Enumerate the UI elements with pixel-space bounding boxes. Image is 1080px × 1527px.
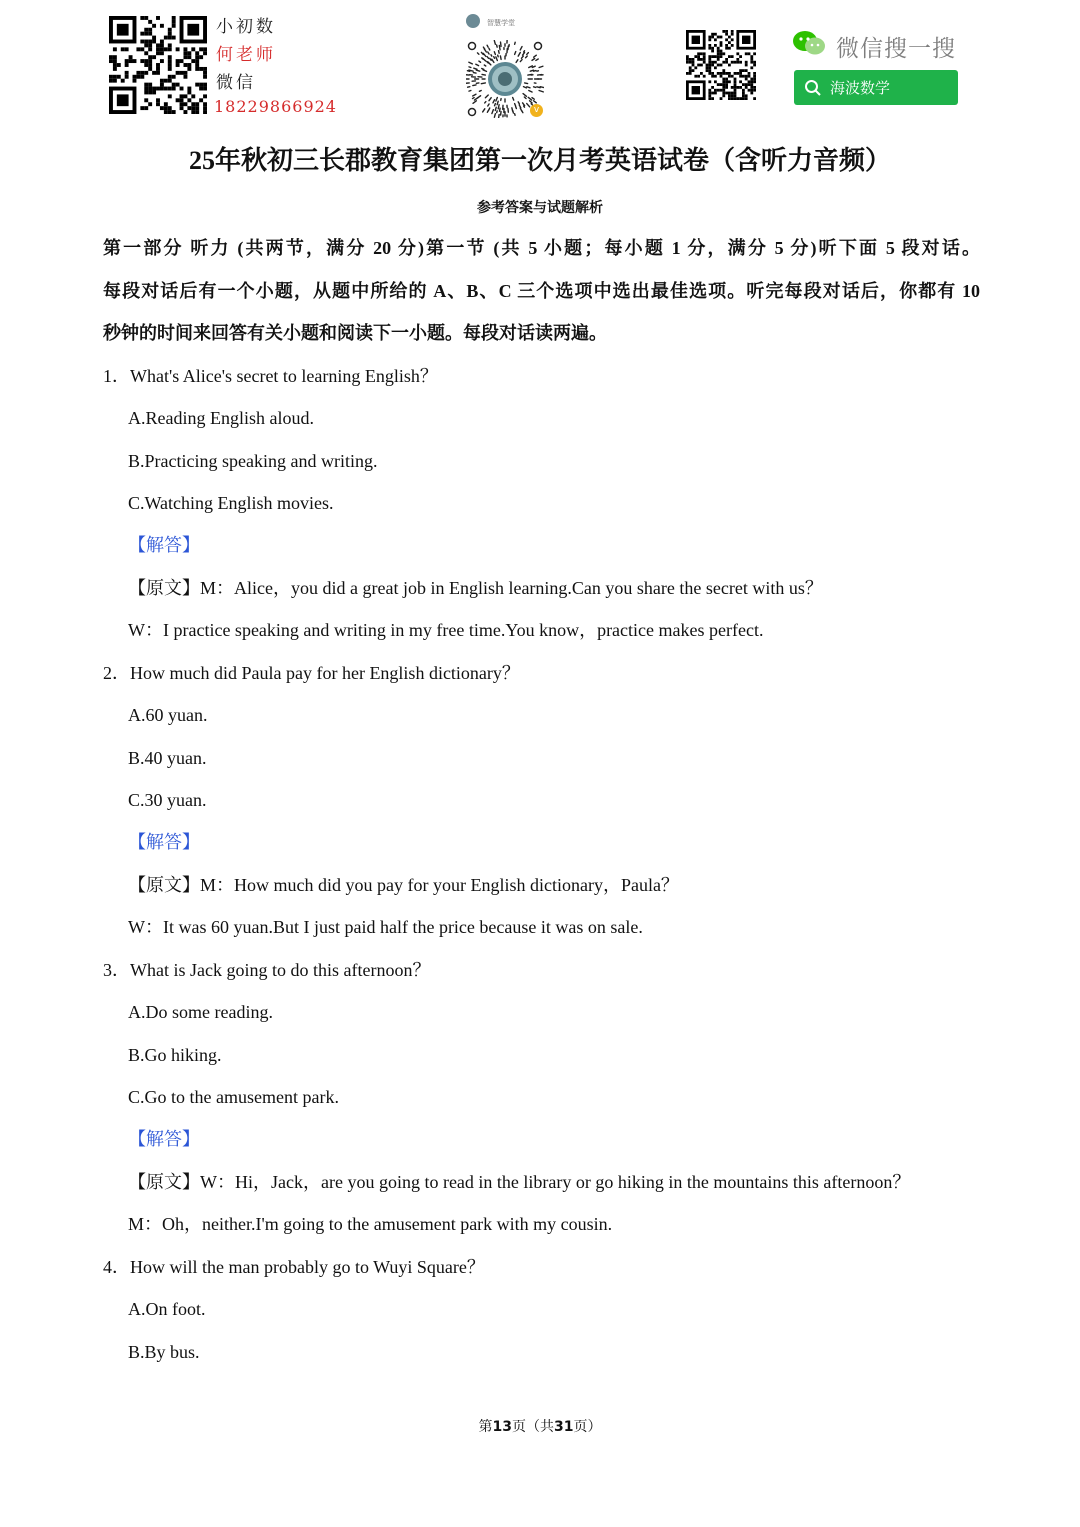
question-stem: 4．How will the man probably go to Wuyi Square？ (103, 1257, 485, 1277)
option: B.40 yuan. (128, 748, 207, 768)
document-title: 25年秋初三长郡教育集团第一次月考英语试卷（含听力音频） (188, 146, 891, 175)
transcript-line (128, 577, 823, 599)
contact-line-2: 何老师 (216, 45, 276, 65)
option: C.Go to the amusement park. (128, 1087, 339, 1107)
answer-tag: 【解答】 (128, 832, 200, 852)
option: A.Do some reading. (128, 1002, 273, 1022)
page-number (0, 1416, 1080, 1436)
instruction-line: 每段对话后有一个小题，从题中所给的 A、B、C 三个选项中选出最佳选项。听完每段对话后，你都有 10 (103, 281, 980, 301)
transcript-line: M：Oh，neither.I'm going to the amusement park with my cousin. (128, 1214, 613, 1234)
instruction-line: 第一部分 听力 (共两节，满分 20 分)第一节 (共 5 小题；每小题 1 分，满分 5 分)听下面 5 段对话。 (103, 238, 980, 258)
total-pages: 31 (554, 1419, 574, 1435)
page-prefix: 第 (478, 1420, 493, 1435)
page-suffix: 页） (573, 1420, 602, 1435)
transcript-text: W：Hi，Jack，are you going to read in the library or go hiking in the mountains this afternoon？ (200, 1172, 911, 1192)
wechat-search-title: 微信搜一搜 (836, 36, 956, 62)
source-tag: 【原文】 (128, 578, 200, 598)
mini-program-avatar-icon (466, 14, 480, 28)
question-stem: 1．What's Alice's secret to learning English？ (103, 366, 438, 386)
option: C.30 yuan. (128, 790, 207, 810)
source-tag: 【原文】 (128, 1172, 200, 1192)
option: B.Practicing speaking and writing. (128, 451, 378, 471)
wechat-icon (792, 29, 828, 57)
contact-line-1: 小初数 (216, 17, 276, 37)
transcript-text: M：Alice，you did a great job in English learning.Can you share the secret with us？ (200, 578, 823, 598)
transcript-line (128, 874, 679, 896)
transcript-text: M：How much did you pay for your English dictionary，Paula？ (200, 875, 679, 895)
option: A.60 yuan. (128, 705, 208, 725)
transcript-line: W：I practice speaking and writing in my free time.You know，practice makes perfect. (128, 620, 764, 640)
contact-phone: 18229866924 (214, 97, 337, 116)
question-stem: 2．How much did Paula pay for her English dictionary？ (103, 663, 520, 683)
instruction-line: 秒钟的时间来回答有关小题和阅读下一小题。每段对话读两遍。 (103, 323, 607, 343)
option: B.By bus. (128, 1342, 200, 1362)
page-middle: 页（共 (512, 1420, 554, 1435)
mini-program-label: 智慧学堂 (487, 19, 515, 27)
transcript-line: W：It was 60 yuan.But I just paid half the price because it was on sale. (128, 917, 643, 937)
search-keyword: 海波数学 (830, 79, 891, 97)
document-subtitle: 参考答案与试题解析 (477, 201, 603, 216)
option: C.Watching English movies. (128, 493, 334, 513)
transcript-line (128, 1171, 910, 1193)
question-stem: 3．What is Jack going to do this afternoon？ (103, 960, 431, 980)
contact-line-3: 微信 (216, 73, 256, 93)
search-qr-code (686, 30, 756, 100)
contact-qr-code (109, 16, 207, 114)
answer-tag: 【解答】 (128, 1129, 200, 1149)
option: A.On foot. (128, 1299, 206, 1319)
option: B.Go hiking. (128, 1045, 222, 1065)
badge-icon: v (530, 104, 543, 117)
option: A.Reading English aloud. (128, 408, 314, 428)
answer-tag: 【解答】 (128, 535, 200, 555)
search-icon (804, 79, 822, 97)
source-tag: 【原文】 (128, 875, 200, 895)
search-button[interactable] (794, 70, 958, 105)
current-page: 13 (492, 1419, 512, 1435)
